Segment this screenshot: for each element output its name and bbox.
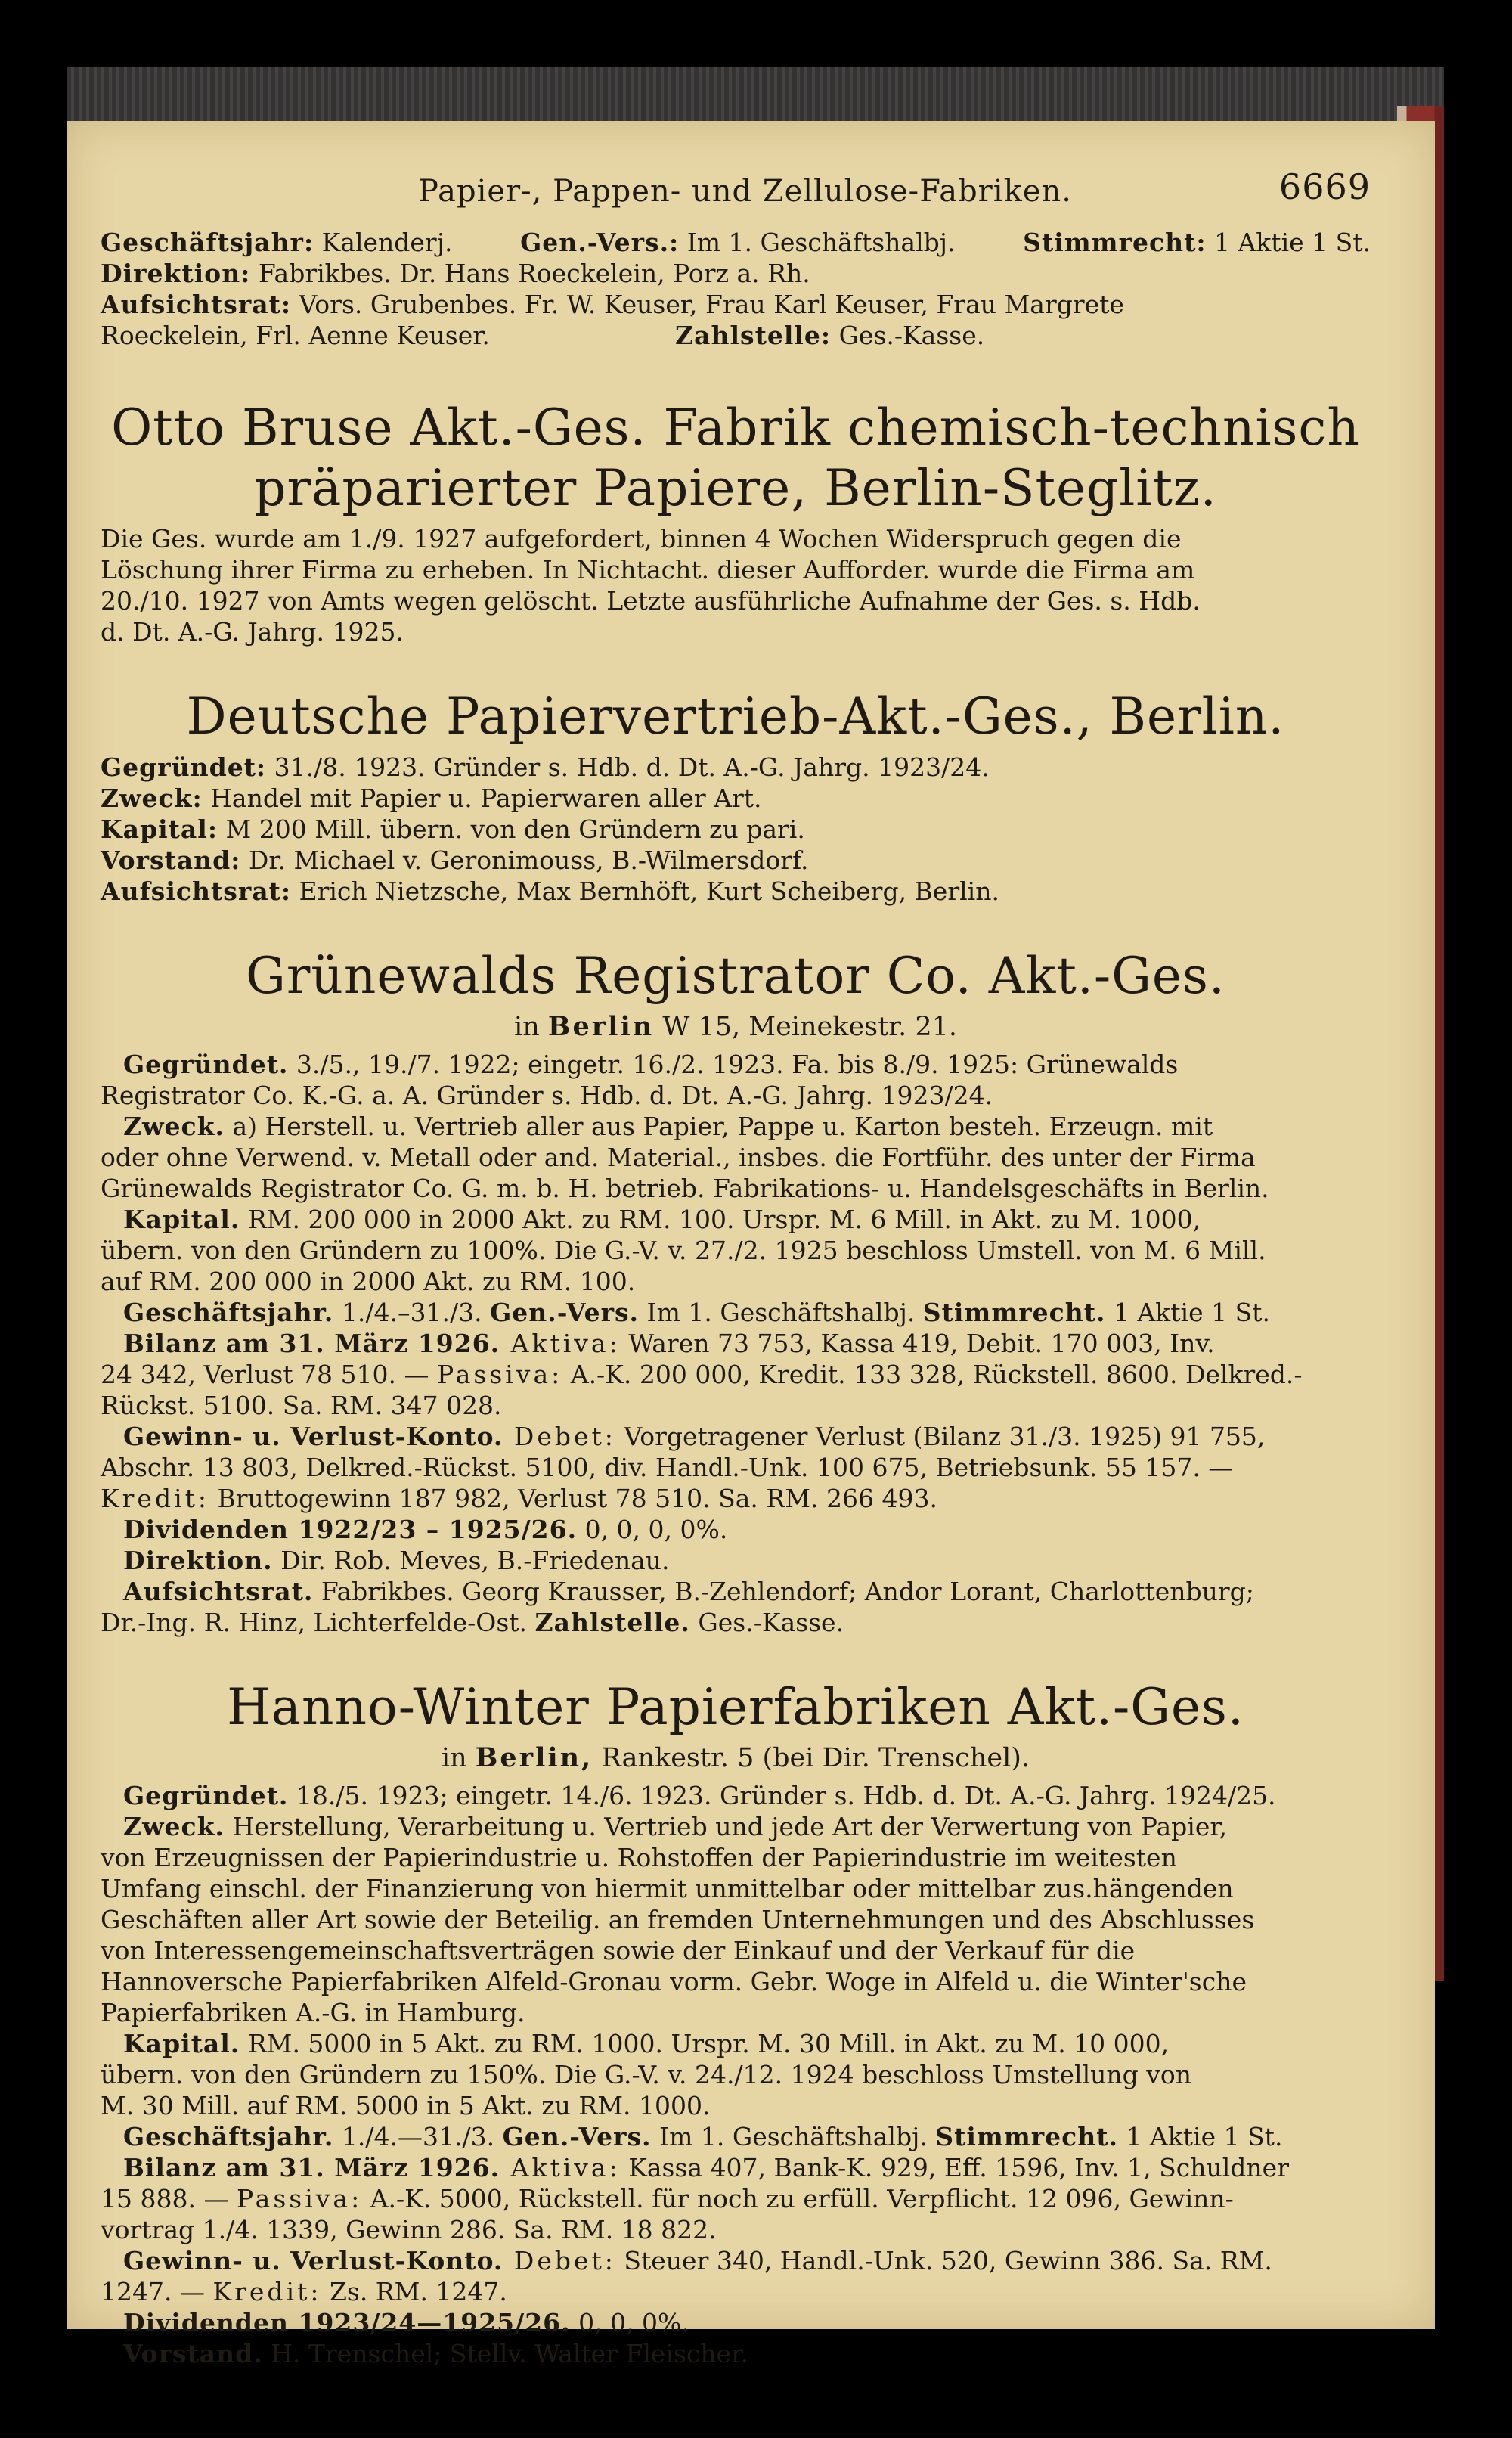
entry-line [101, 1545, 1371, 1576]
entry-line [101, 1235, 1371, 1266]
entry-line [101, 2121, 1371, 2152]
field-text: Im 1. Geschäftshalbj. [651, 2122, 936, 2151]
company-entry-otto-bruse [101, 398, 1371, 647]
field-text: Fabrikbes. Georg Krausser, B.-Zehlendorf; Andor Lorant, Charlottenburg; [313, 1577, 1254, 1606]
field-label: Gen.-Vers. [502, 2122, 652, 2151]
entry-line [101, 1576, 1371, 1607]
entry-line [101, 1904, 1371, 1935]
field-text: Herstellung, Verarbeitung u. Vertrieb und jede Art der Verwertung von Papier, [224, 1812, 1228, 1841]
field-text: Steuer 340, Handl.-Unk. 520, Gewinn 386. Sa. RM. [615, 2246, 1272, 2275]
field-text: RM. 200 000 in 2000 Akt. zu RM. 100. Urspr. M. 6 Mill. in Akt. zu M. 1000, [240, 1205, 1201, 1234]
field-label: Vorstand. [123, 2339, 263, 2368]
page-number: 6669 [1278, 166, 1371, 207]
entry-line [101, 1452, 1371, 1483]
entry-line [101, 2090, 1371, 2121]
field-label: Gen.-Vers. [490, 1298, 640, 1327]
entry-line: d. Dt. A.-G. Jahrg. 1925. [101, 617, 404, 647]
entry-line [101, 2214, 1371, 2245]
entry-line [101, 1811, 1371, 1842]
field-text: 24 342, Verlust 78 510. — [101, 1360, 437, 1389]
field-text: Vorgetragener Verlust (Bilanz 31./3. 1925) 91 755, [615, 1422, 1266, 1451]
entry-line: Gegründet: 31./8. 1923. Gründer s. Hdb. d. Dt. A.-G. Jahrg. 1923/24. [101, 752, 990, 782]
entry-line [101, 1328, 1371, 1359]
entry-line: Die Ges. wurde am 1./9. 1927 aufgefordert, binnen 4 Wochen Widerspruch gegen die [101, 524, 1182, 554]
running-title: Papier-, Pappen- und Zellulose-Fabriken. [418, 174, 1072, 209]
field-text: 1./4.–31./3. [333, 1298, 491, 1327]
field-label: Zahlstelle. [534, 1608, 690, 1637]
field-text: oder ohne Verwend. v. Metall oder and. Material., insbes. die Fortführ. des unter der Firma [101, 1143, 1256, 1172]
field-label: Dividenden 1923/24—1925/26. [123, 2308, 571, 2337]
entry-line [101, 1997, 1371, 2028]
entry-line [101, 1390, 1371, 1421]
field-text: M. 30 Mill. auf RM. 5000 in 5 Akt. zu RM. 1000. [101, 2091, 711, 2120]
field-text: Waren 73 753, Kassa 419, Debit. 170 003, Inv. [620, 1329, 1215, 1358]
entry-line [101, 2245, 1371, 2276]
field-text: 1 Aktie 1 St. [1105, 1298, 1270, 1327]
field-text: 1247. — [101, 2277, 213, 2306]
field-label: Gewinn- u. Verlust-Konto. [123, 1422, 503, 1451]
field-text: Bruttogewinn 187 982, Verlust 78 510. Sa. RM. 266 493. [209, 1484, 937, 1513]
entry-line [101, 1142, 1371, 1173]
entry-line [101, 2307, 1371, 2338]
entry-line [101, 2183, 1371, 2214]
entry-line [101, 1297, 1371, 1328]
field-text: Ges.-Kasse. [689, 1608, 844, 1637]
entry-line [101, 1173, 1371, 1204]
field-text: A.-K. 200 000, Kredit. 133 328, Rückstell. 8600. Delkred.- [562, 1360, 1303, 1389]
company-title: Grünewalds Registrator Co. Akt.-Ges. [246, 947, 1225, 1005]
entry-continued [101, 227, 1371, 351]
field-label: Kapital. [123, 1205, 240, 1234]
entry-line [101, 2152, 1371, 2183]
field-text: RM. 5000 in 5 Akt. zu RM. 1000. Urspr. M. 30 Mill. in Akt. zu M. 10 000, [240, 2029, 1170, 2058]
entry-line [101, 1483, 1371, 1514]
field-text: vortrag 1./4. 1339, Gewinn 286. Sa. RM. 18 822. [101, 2215, 717, 2244]
field-text: 15 888. — [101, 2184, 237, 2213]
field-text: A.-K. 5000, Rückstell. für noch zu erfüll. Verpflicht. 12 096, Gewinn- [362, 2184, 1234, 2213]
entry-line: Roeckelein, Frl. Aenne Keuser. Zahlstelle: Ges.-Kasse. [101, 321, 985, 350]
field-label: Gegründet. [123, 1050, 289, 1079]
field-text: Umfang einschl. der Finanzierung von hiermit unmittelbar oder mittelbar zus.hängenden [101, 1874, 1234, 1903]
field-text: Registrator Co. K.-G. a. A. Gründer s. Hdb. d. Dt. A.-G. Jahrg. 1923/24. [101, 1081, 993, 1110]
field-text: a) Herstell. u. Vertrieb aller aus Papier, Pappe u. Karton besteh. Erzeugn. mit [224, 1112, 1213, 1141]
section-label: Debet: [503, 2246, 616, 2275]
field-text: Dr.-Ing. R. Hinz, Lichterfelde-Ost. [101, 1608, 535, 1637]
field-text: Kassa 407, Bank-K. 929, Eff. 1596, Inv. 1, Schuldner [620, 2153, 1289, 2182]
company-title: Hanno-Winter Papierfabriken Akt.-Ges. [227, 1678, 1244, 1736]
book-page [67, 121, 1435, 2368]
entry-line [101, 1266, 1371, 1297]
field-text: 0, 0, 0, 0%. [577, 1515, 728, 1544]
field-text: Im 1. Geschäftshalbj. [639, 1298, 923, 1327]
entry-line [101, 2059, 1371, 2090]
section-label: Aktiva: [500, 2153, 621, 2182]
field-label: Geschäftsjahr. [123, 1298, 334, 1327]
entry-line [101, 1780, 1371, 1811]
company-address: in Berlin, Rankestr. 5 (bei Dir. Trenschel). [441, 1742, 1030, 1773]
field-label: Bilanz am 31. März 1926. [123, 1329, 500, 1358]
field-text: von Erzeugnissen der Papierindustrie u. Rohstoffen der Papierindustrie im weitesten [101, 1843, 1177, 1872]
entry-line [101, 1049, 1371, 1080]
entry-line: Vorstand: Dr. Michael v. Geronimouss, B.-Wilmersdorf. [101, 845, 809, 875]
company-body [101, 1049, 1371, 1638]
field-label: Bilanz am 31. März 1926. [123, 2153, 500, 2182]
field-text: auf RM. 200 000 in 2000 Akt. zu RM. 100. [101, 1267, 636, 1296]
section-label: Debet: [503, 1422, 616, 1451]
field-label: Stimmrecht. [935, 2122, 1118, 2151]
company-entry-hanno-winter [101, 1677, 1371, 2369]
entry-line [101, 1966, 1371, 1997]
entry-line: Kapital: M 200 Mill. übern. von den Gründern zu pari. [101, 814, 805, 844]
field-text: 0, 0, 0%. [570, 2308, 689, 2337]
field-text: Grünewalds Registrator Co. G. m. b. H. betrieb. Fabrikations- u. Handelsgeschäfts in Berlin. [101, 1174, 1269, 1203]
section-label: Passiva: [436, 1360, 563, 1389]
field-text: Dir. Rob. Meves, B.-Friedenau. [272, 1546, 670, 1575]
field-label: Aufsichtsrat. [123, 1577, 314, 1606]
entry-line [101, 1421, 1371, 1452]
field-text: Abschr. 13 803, Delkred.-Rückst. 5100, div. Handl.-Unk. 100 675, Betriebsunk. 55 157. — [101, 1453, 1234, 1482]
company-address: in Berlin W 15, Meinekestr. 21. [514, 1011, 957, 1042]
field-text: H. Trenschel; Stellv. Walter Fleischer. [262, 2339, 748, 2368]
field-text: 1 Aktie 1 St. [1117, 2122, 1283, 2151]
field-label: Geschäftsjahr. [123, 2122, 334, 2151]
entry-line [101, 2338, 1371, 2369]
company-title: Deutsche Papiervertrieb-Akt.-Ges., Berlin. [186, 687, 1285, 746]
field-label: Zweck. [123, 1112, 225, 1141]
company-entry-gruenewalds [101, 946, 1371, 1638]
field-text: Geschäften aller Art sowie der Beteilig. an fremden Unternehmungen und des Abschlusses [101, 1905, 1255, 1934]
entry-line [101, 1873, 1371, 1904]
field-text: Rückst. 5100. Sa. RM. 347 028. [101, 1391, 502, 1420]
section-label: Passiva: [236, 2184, 363, 2213]
entry-line: Löschung ihrer Firma zu erheben. In Nichtacht. dieser Aufforder. wurde die Firma am [101, 555, 1195, 585]
field-text: 3./5., 19./7. 1922; eingetr. 16./2. 1923. Fa. bis 8./9. 1925: Grünewalds [288, 1050, 1179, 1079]
field-text: 18./5. 1923; eingetr. 14./6. 1923. Gründer s. Hdb. d. Dt. A.-G. Jahrg. 1924/25. [288, 1781, 1276, 1810]
field-label: Stimmrecht. [922, 1298, 1106, 1327]
field-label: Direktion. [123, 1546, 273, 1575]
entry-line [101, 1607, 1371, 1638]
field-label: Dividenden 1922/23 – 1925/26. [123, 1515, 578, 1544]
entry-line [101, 1080, 1371, 1111]
entry-line: Geschäftsjahr: Kalenderj. Gen.-Vers.: Im 1. Geschäftshalbj. Stimmrecht: 1 Aktie 1 St. [101, 228, 1371, 257]
field-text: Hannoversche Papierfabriken Alfeld-Gronau vorm. Gebr. Woge in Alfeld u. die Winter'sche [101, 1967, 1247, 1996]
field-label: Kapital. [123, 2029, 240, 2058]
field-text: 1./4.—31./3. [333, 2122, 503, 2151]
entry-line [101, 2276, 1371, 2307]
entry-line: Aufsichtsrat: Erich Nietzsche, Max Bernhöft, Kurt Scheiberg, Berlin. [101, 876, 999, 906]
field-label: Zweck. [123, 1812, 225, 1841]
company-title-cont: präparierter Papiere, Berlin-Steglitz. [254, 459, 1217, 517]
entry-line: Zweck: Handel mit Papier u. Papierwaren aller Art. [101, 783, 762, 813]
entry-line [101, 1204, 1371, 1235]
section-label: Kredit: [101, 1484, 210, 1513]
entry-line: Direktion: Fabrikbes. Dr. Hans Roeckelein, Porz a. Rh. [101, 259, 810, 288]
field-text: Zs. RM. 1247. [321, 2277, 507, 2306]
entry-line: Aufsichtsrat: Vors. Grubenbes. Fr. W. Keuser, Frau Karl Keuser, Frau Margrete [101, 290, 1124, 319]
field-text: übern. von den Gründern zu 150%. Die G.-V. v. 24./12. 1924 beschloss Umstellung von [101, 2060, 1192, 2089]
entry-line [101, 2028, 1371, 2059]
entry-line [101, 1359, 1371, 1390]
entry-line: 20./10. 1927 von Amts wegen gelöscht. Letzte ausführliche Aufnahme der Ges. s. Hdb. [101, 586, 1201, 616]
section-label: Aktiva: [500, 1329, 621, 1358]
field-text: von Interessengemeinschaftsverträgen sowie der Einkauf und der Verkauf für die [101, 1936, 1136, 1965]
company-body [101, 1780, 1371, 2369]
company-title: Otto Bruse Akt.-Ges. Fabrik chemisch-technisch [111, 399, 1360, 457]
entry-line [101, 1514, 1371, 1545]
entry-line [101, 1111, 1371, 1142]
page-content [101, 166, 1371, 2369]
running-header [101, 166, 1371, 227]
section-label: Kredit: [212, 2277, 322, 2306]
field-text: übern. von den Gründern zu 100%. Die G.-V. v. 27./2. 1925 beschloss Umstell. von M. 6 Mill. [101, 1236, 1266, 1265]
company-entry-deutsche-papiervertrieb [101, 687, 1371, 907]
field-label: Gegründet. [123, 1781, 289, 1810]
field-text: Papierfabriken A.-G. in Hamburg. [101, 1998, 525, 2027]
entry-line [101, 1935, 1371, 1966]
field-label: Gewinn- u. Verlust-Konto. [123, 2246, 503, 2275]
entry-line [101, 1842, 1371, 1873]
